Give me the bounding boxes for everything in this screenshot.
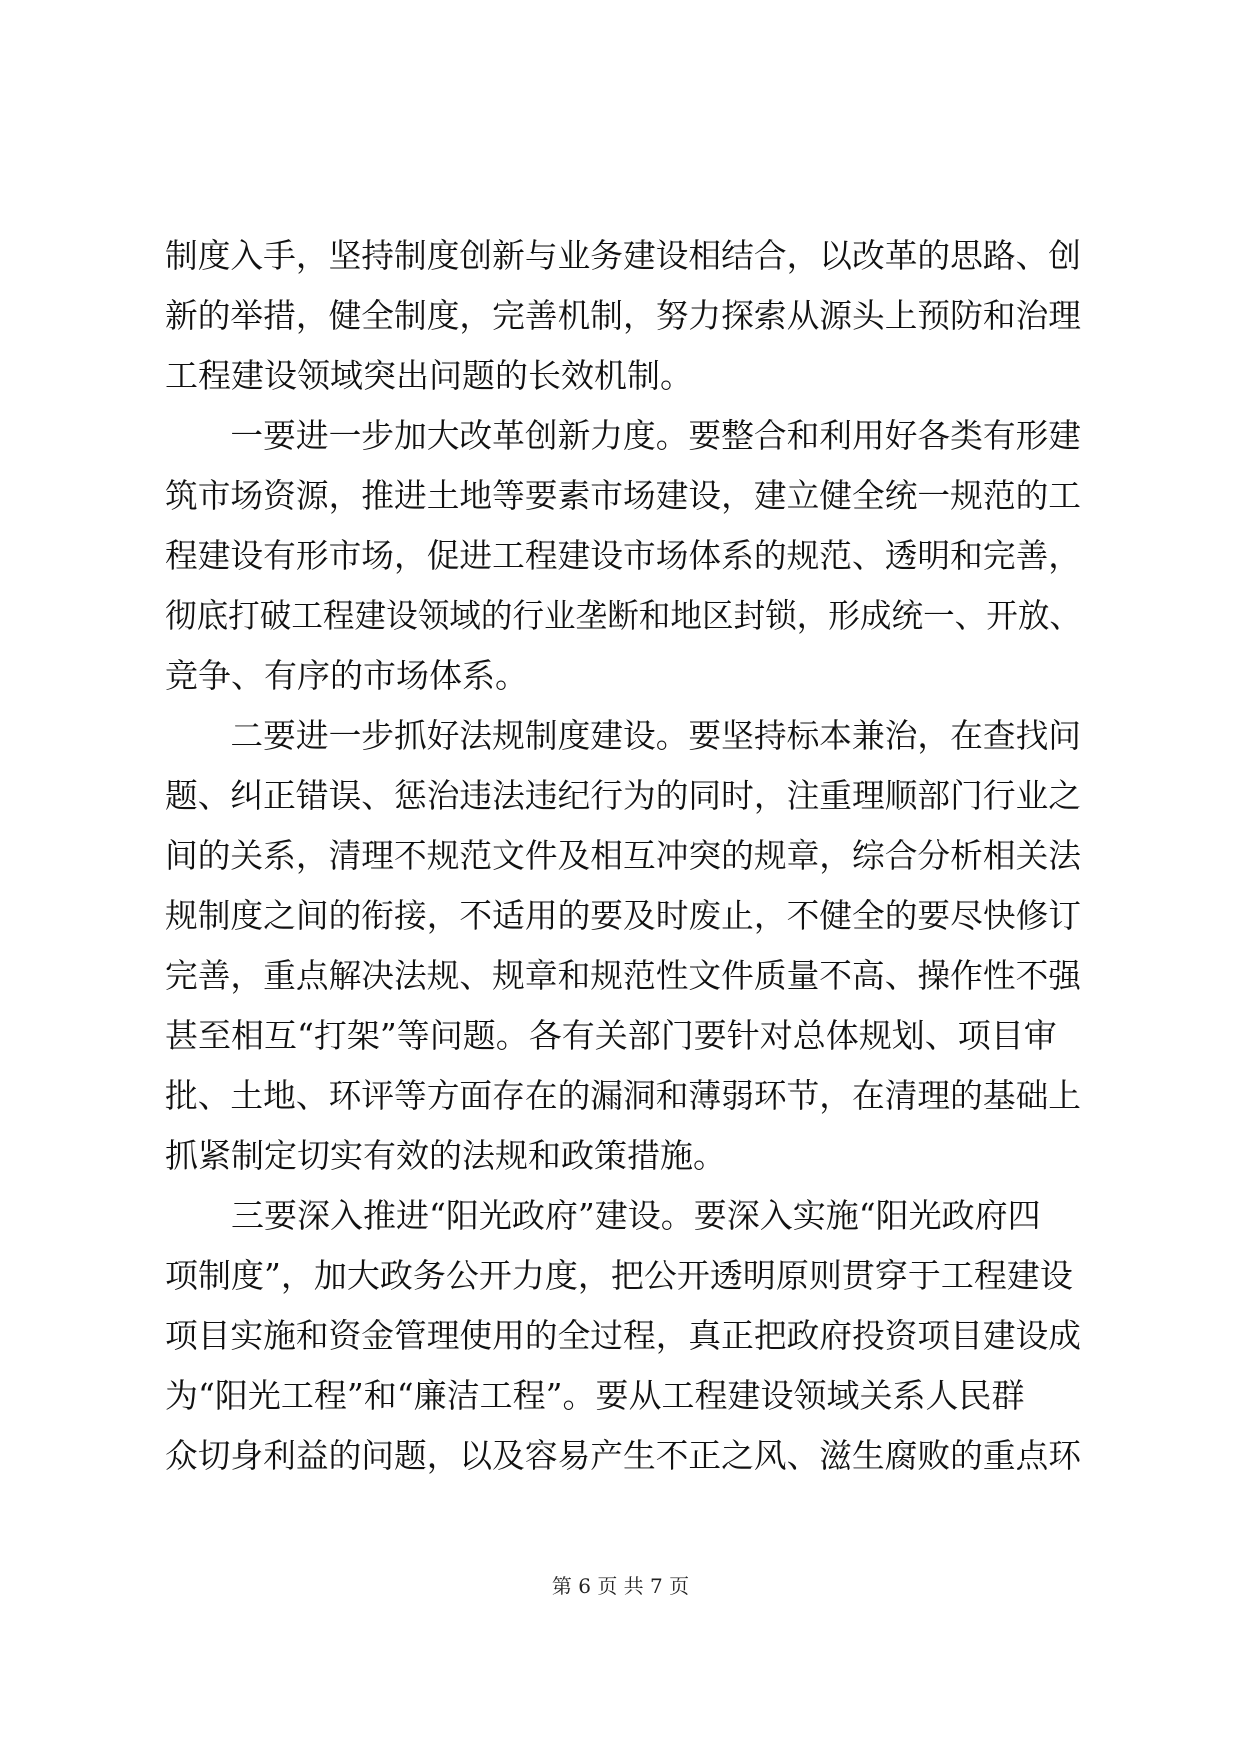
text-line: 批、土地、环评等方面存在的漏洞和薄弱环节，在清理的基础上 — [165, 1076, 1081, 1115]
text-line: 新的举措，健全制度，完善机制，努力探索从源头上预防和治理 — [165, 296, 1081, 335]
paragraph-start-line: 三要深入推进“阳光政府”建设。要深入实施“阳光政府四 — [165, 1196, 1041, 1235]
text-line: 规制度之间的衔接，不适用的要及时废止，不健全的要尽快修订 — [165, 896, 1081, 935]
page-number-label: 第 6 页 共 7 页 — [551, 1574, 690, 1598]
text-line: 为“阳光工程”和“廉洁工程”。要从工程建设领域关系人民群 — [165, 1376, 1025, 1415]
paragraph-start-line: 二要进一步抓好法规制度建设。要坚持标本兼治，在查找问 — [165, 716, 1081, 755]
paragraph-start-line: 一要进一步加大改革创新力度。要整合和利用好各类有形建 — [165, 416, 1081, 455]
text-line: 题、纠正错误、惩治违法违纪行为的同时，注重理顺部门行业之 — [165, 776, 1081, 815]
text-line: 项制度”，加大政务公开力度，把公开透明原则贯穿于工程建设 — [165, 1256, 1073, 1295]
text-line: 间的关系，清理不规范文件及相互冲突的规章，综合分析相关法 — [165, 836, 1081, 875]
text-line: 竞争、有序的市场体系。 — [165, 656, 528, 695]
text-line: 甚至相互“打架”等问题。各有关部门要针对总体规划、项目审 — [165, 1016, 1057, 1055]
text-line: 彻底打破工程建设领域的行业垄断和地区封锁，形成统一、开放、 — [165, 596, 1081, 635]
text-line: 制度入手，坚持制度创新与业务建设相结合，以改革的思路、创 — [165, 236, 1081, 275]
text-line: 众切身利益的问题，以及容易产生不正之风、滋生腐败的重点环 — [165, 1436, 1081, 1475]
body-text — [165, 226, 1081, 1486]
text-line: 完善，重点解决法规、规章和规范性文件质量不高、操作性不强 — [165, 956, 1081, 995]
text-line: 程建设有形市场，促进工程建设市场体系的规范、透明和完善， — [165, 536, 1081, 575]
text-line: 项目实施和资金管理使用的全过程，真正把政府投资项目建设成 — [165, 1316, 1081, 1355]
text-line: 筑市场资源，推进土地等要素市场建设，建立健全统一规范的工 — [165, 476, 1081, 515]
text-line: 工程建设领域突出问题的长效机制。 — [165, 356, 693, 395]
page-footer — [0, 1572, 1241, 1600]
text-line: 抓紧制定切实有效的法规和政策措施。 — [165, 1136, 726, 1175]
